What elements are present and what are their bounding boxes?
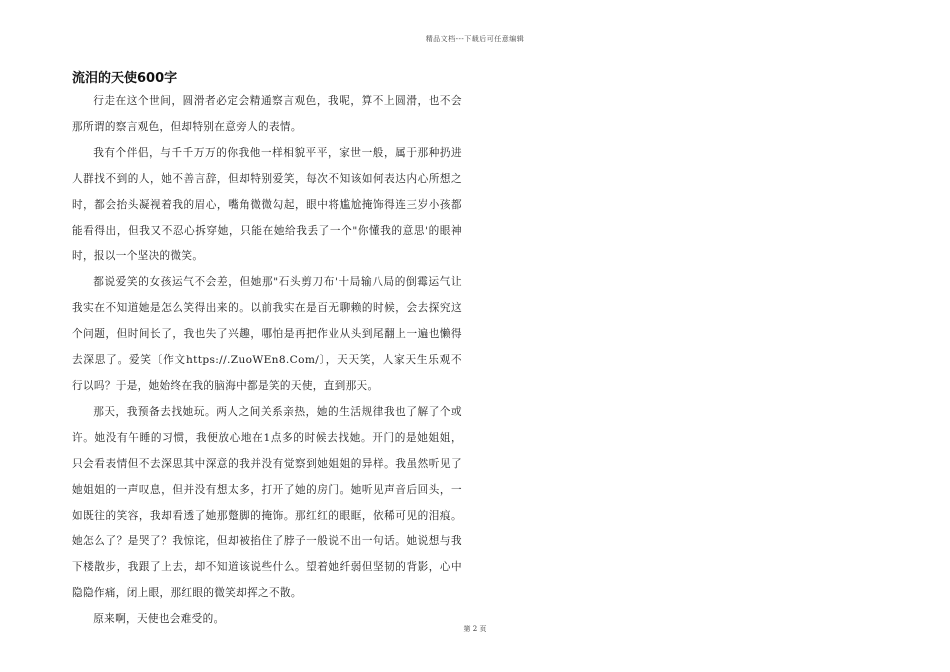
page-number: 第 2 页: [463, 625, 487, 633]
article-body: [72, 89, 462, 633]
paragraph-2: 我有个伴侣，与千千万万的你我他一样相貌平平，家世一般，属于那种扔进人群找不到的人，她不善言辞，但却特别爱笑，每次不知该如何表达内心所想之时，都会抬头凝视着我的眉心，嘴角微微勾起，眼中将尴尬掩饰得连三岁小孩都能看得出，但我又不忍心拆穿她，只能在她给我丢了一个"你懂我的意思'的眼神时，报以一个坚决的微笑。: [72, 146, 462, 263]
paragraph-4: 那天，我预备去找她玩。两人之间关系亲热，她的生活规律我也了解了个或许。她没有午睡的习惯，我便放心地在1点多的时候去找她。开门的是她姐姐，只会看表情但不去深思其中深意的我并没有觉察到她姐姐的异样。我虽然听见了她姐姐的一声叹息，但并没有想太多，打开了她的房门。她听见声音后回头，一如既往的笑容，我却看透了她那蹩脚的掩饰。那红红的眼眶，依稀可见的泪痕。她怎么了？是哭了？我惊诧，但却被掐住了脖子一般说不出一句话。她说想与我下楼散步，我跟了上去，却不知道该说些什么。望着她纤弱但坚韧的背影，心中隐隐作痛，闭上眼，那红眼的微笑却挥之不散。: [72, 405, 462, 600]
page-header-note: 精品文档---下载后可任意编辑: [425, 35, 525, 43]
paragraph-3: 都说爱笑的女孩运气不会差，但她那"石头剪刀布'十局输八局的倒霉运气让我实在不知道她是怎么笑得出来的。以前我实在是百无聊赖的时候，会去探究这个问题，但时间长了，我也失了兴趣，哪怕是再把作业从头到尾翻上一遍也懒得去深思了。爱笑〔作文https://.ZuoWEn8.Com/〕，天天笑，人家天生乐观不行以吗？于是，她始终在我的脑海中都是笑的天使，直到那天。: [72, 276, 462, 392]
paragraph-1: 行走在这个世间，圆滑者必定会精通察言观色，我呢，算不上圆滑，也不会那所谓的察言观色，但却特别在意旁人的表情。: [72, 95, 462, 133]
article-title: 流泪的天使600字: [72, 71, 178, 86]
paragraph-5: 原来啊，天使也会难受的。: [93, 613, 225, 626]
